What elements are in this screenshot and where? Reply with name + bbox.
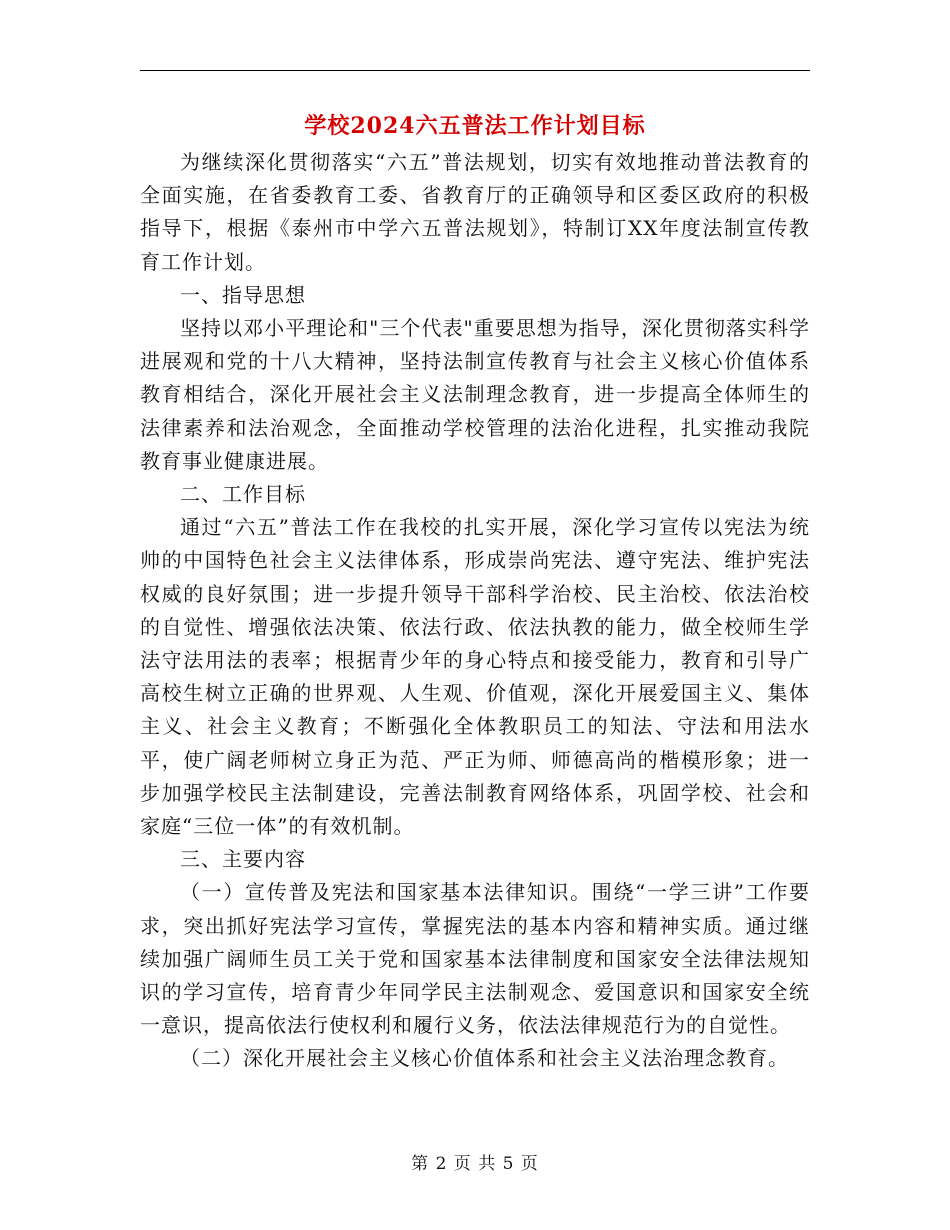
paragraph-guiding-ideology: 坚持以邓小平理论和"三个代表"重要思想为指导，深化贯彻落实科学进展观和党的十八大精神，坚持法制宣传教育与社会主义核心价值体系教育相结合，深化开展社会主义法制理念教育，进一步提高全体师生的法律素养和法治观念，全面推动学校管理的法治化进程，扎实推动我院教育事业健康进展。 [140,316,810,473]
section-heading-work-goals: 二、工作目标 [180,482,306,507]
paragraph-main-content-1: （一）宣传普及宪法和国家基本法律知识。围绕“一学三讲”工作要求，突出抓好宪法学习宣传，掌握宪法的基本内容和精神实质。通过继续加强广阔师生员工关于党和国家基本法律制度和国家安全法律法规知识的学习宣传，培育青少年同学民主法制观念、爱国意识和国家安全统一意识，提高依法行使权利和履行义务，依法法律规范行为的自觉性。 [140,880,810,1038]
section-heading-main-content: 三、主要内容 [180,847,306,872]
paragraph-work-goals: 通过“六五”普法工作在我校的扎实开展，深化学习宣传以宪法为统帅的中国特色社会主义法律体系，形成崇尚宪法、遵守宪法、维护宪法权威的良好氛围；进一步提升领导干部科学治校、民主治校、依法治校的自觉性、增强依法决策、依法行政、依法执教的能力，做全校师生学法守法用法的表率；根据青少年的身心特点和接受能力，教育和引导广高校生树立正确的世界观、人生观、价值观，深化开展爱国主义、集体主义、社会主义教育；不断强化全体教职员工的知法、守法和用法水平，使广阔老师树立身正为范、严正为师、师德高尚的楷模形象；进一步加强学校民主法制建设，完善法制教育网络体系，巩固学校、社会和家庭“三位一体”的有效机制。 [140,515,810,839]
page-number: 第 2 页 共 5 页 [411,1154,539,1174]
document-body [140,146,810,1076]
document-title: 学校2024六五普法工作计划目标 [304,113,646,139]
header-rule [140,70,810,71]
paragraph-intro: 为继续深化贯彻落实“六五”普法规划，切实有效地推动普法教育的全面实施，在省委教育工委、省教育厅的正确领导和区委区政府的积极指导下，根据《泰州市中学六五普法规划》，特制订XX年度法制宣传教育工作计划。 [140,150,810,274]
section-heading-guiding-ideology: 一、指导思想 [180,282,306,307]
paragraph-main-content-2: （二）深化开展社会主义核心价值体系和社会主义法治理念教育。 [180,1046,789,1071]
